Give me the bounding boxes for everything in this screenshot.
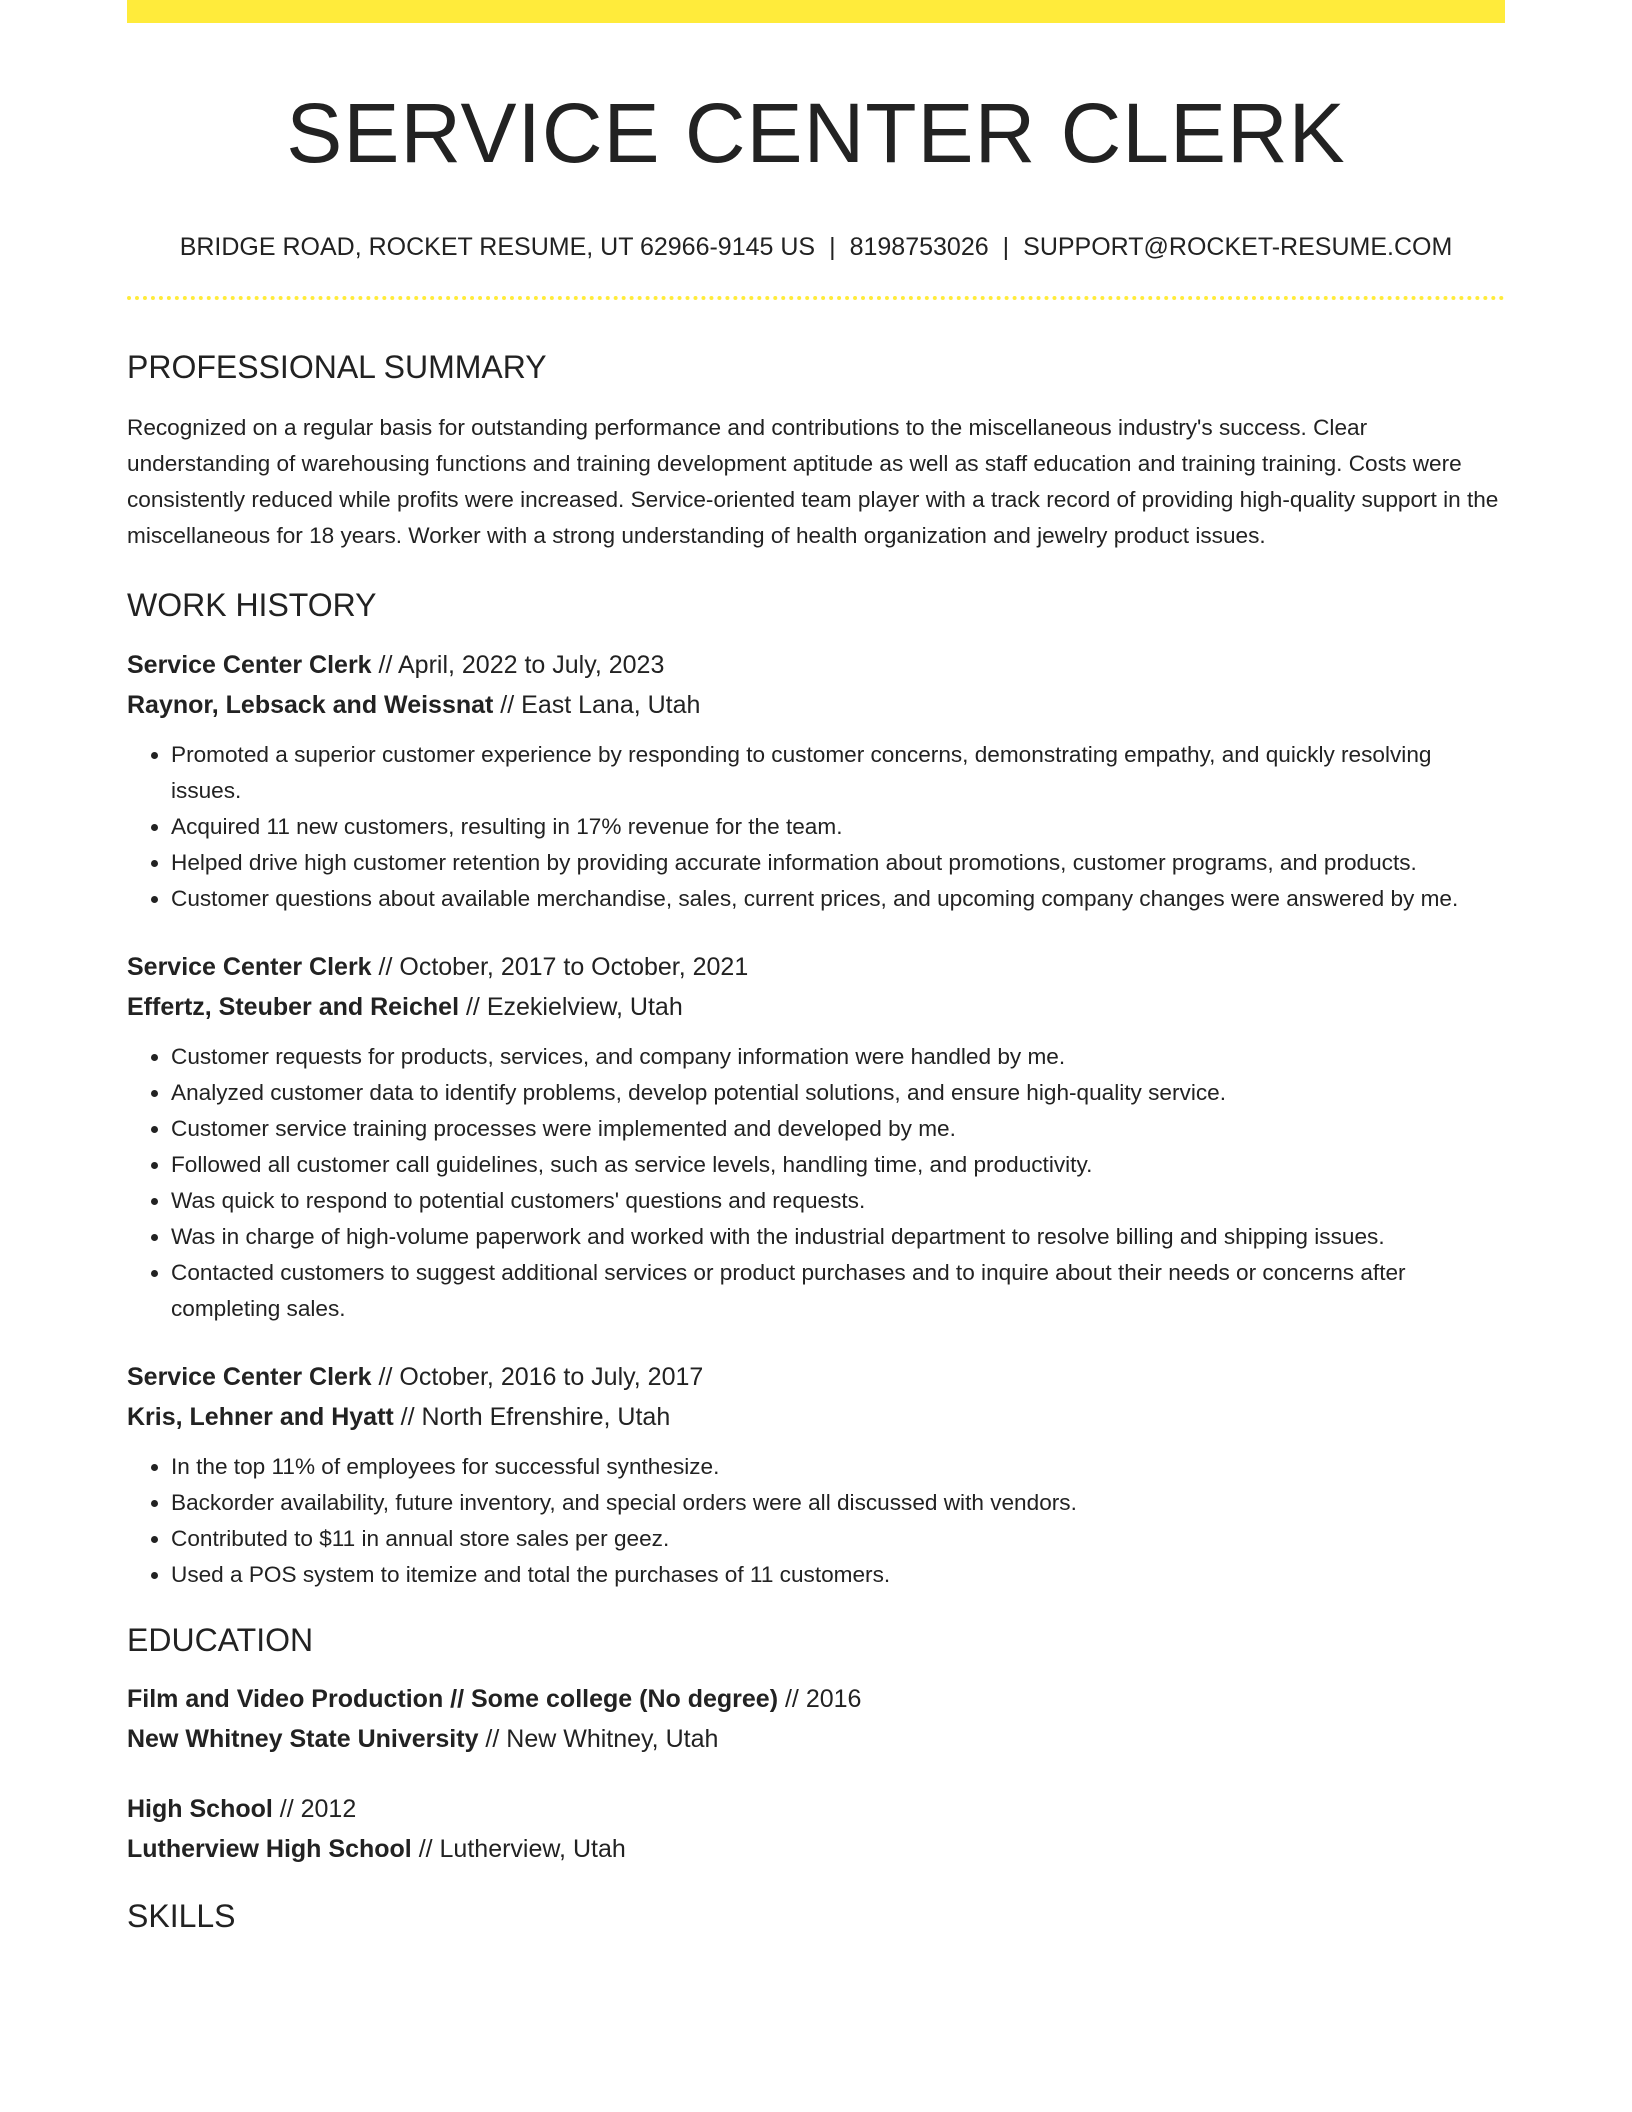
job-bullet: • Helped drive high customer retention by providing accurate information about promotions, customer programs, and products. xyxy=(171,845,1505,881)
job-dates: // April, 2022 to July, 2023 xyxy=(371,650,665,679)
work-history-heading: WORK HISTORY xyxy=(127,587,377,624)
job-bullets xyxy=(127,1039,1505,1327)
job-bullet: • Contacted customers to suggest additional services or product purchases and to inquire about their needs or concerns after completing sales. xyxy=(171,1255,1505,1327)
job-company-line xyxy=(127,1397,1505,1437)
job-bullet: • Followed all customer call guidelines, such as service levels, handling time, and productivity. xyxy=(171,1147,1505,1183)
job-title-line xyxy=(127,645,1505,685)
job-company: Effertz, Steuber and Reichel xyxy=(127,992,460,1021)
resume-title: SERVICE CENTER CLERK xyxy=(286,86,1346,180)
job-bullet: • Used a POS system to itemize and total the purchases of 11 customers. xyxy=(171,1557,1505,1593)
skills-heading: SKILLS xyxy=(127,1897,236,1934)
contact-phone: 8198753026 xyxy=(849,232,989,261)
job-company: Kris, Lehner and Hyatt xyxy=(127,1402,394,1431)
job-bullet: • Promoted a superior customer experience by responding to customer concerns, demonstrating empathy, and quickly resolving issues. xyxy=(171,737,1505,809)
job-entry xyxy=(127,1357,1505,1593)
job-bullet: • Was quick to respond to potential customers' questions and requests. xyxy=(171,1183,1505,1219)
job-entry xyxy=(127,947,1505,1327)
job-bullet: • Customer service training processes were implemented and developed by me. xyxy=(171,1111,1505,1147)
job-role: Service Center Clerk xyxy=(127,952,372,981)
education-location: // Lutherview, Utah xyxy=(411,1834,626,1863)
education-location: // New Whitney, Utah xyxy=(478,1724,719,1753)
job-bullet: • Was in charge of high-volume paperwork and worked with the industrial department to resolve billing and shipping issues. xyxy=(171,1219,1505,1255)
job-dates: // October, 2016 to July, 2017 xyxy=(371,1362,704,1391)
education-entry xyxy=(127,1789,1505,1869)
job-role: Service Center Clerk xyxy=(127,1362,372,1391)
education-degree-line xyxy=(127,1679,1505,1719)
education-school: Lutherview High School xyxy=(127,1834,412,1863)
job-title-line xyxy=(127,947,1505,987)
job-location: // North Efrenshire, Utah xyxy=(393,1402,671,1431)
job-bullet: • In the top 11% of employees for successful synthesize. xyxy=(171,1449,1505,1485)
education-heading: EDUCATION xyxy=(127,1621,314,1658)
education-degree: High School xyxy=(127,1794,273,1823)
job-location: // East Lana, Utah xyxy=(493,690,701,719)
education-year: // 2016 xyxy=(778,1684,862,1713)
job-bullet: • Customer requests for products, services, and company information were handled by me. xyxy=(171,1039,1505,1075)
contact-email: SUPPORT@ROCKET-RESUME.COM xyxy=(1023,232,1453,261)
education-year: // 2012 xyxy=(272,1794,357,1823)
job-bullet: • Backorder availability, future inventory, and special orders were all discussed with vendors. xyxy=(171,1485,1505,1521)
job-bullet: • Analyzed customer data to identify problems, develop potential solutions, and ensure high-quality service. xyxy=(171,1075,1505,1111)
education-school-line xyxy=(127,1719,1505,1759)
job-bullets xyxy=(127,1449,1505,1593)
contact-separator: | xyxy=(829,232,836,261)
contact-separator: | xyxy=(1002,232,1010,261)
contact-line xyxy=(127,232,1505,262)
summary-heading: PROFESSIONAL SUMMARY xyxy=(127,348,547,385)
education-school: New Whitney State University xyxy=(127,1724,479,1753)
job-title-line xyxy=(127,1357,1505,1397)
education-degree: Film and Video Production // Some college (No degree) xyxy=(127,1684,779,1713)
job-role: Service Center Clerk xyxy=(127,650,372,679)
job-bullet: • Customer questions about available merchandise, sales, current prices, and upcoming company changes were answered by me. xyxy=(171,881,1505,917)
job-dates: // October, 2017 to October, 2021 xyxy=(371,952,749,981)
job-bullet: • Acquired 11 new customers, resulting in 17% revenue for the team. xyxy=(171,809,1505,845)
job-location: // Ezekielview, Utah xyxy=(459,992,683,1021)
education-entry xyxy=(127,1679,1505,1759)
job-entry xyxy=(127,645,1505,917)
job-bullet: • Contributed to $11 in annual store sales per geez. xyxy=(171,1521,1505,1557)
education-school-line xyxy=(127,1829,1505,1869)
top-accent-bar xyxy=(127,0,1505,23)
job-company-line xyxy=(127,987,1505,1027)
contact-address: BRIDGE ROAD, ROCKET RESUME, UT 62966-9145 US xyxy=(179,232,816,261)
job-bullets xyxy=(127,737,1505,917)
job-company-line xyxy=(127,685,1505,725)
job-company: Raynor, Lebsack and Weissnat xyxy=(127,690,494,719)
education-degree-line xyxy=(127,1789,1505,1829)
header-divider xyxy=(127,296,1505,300)
summary-text: Recognized on a regular basis for outstanding performance and contributions to the miscellaneous industry's success. Clear understanding of warehousing functions and training development aptitude as well as staff education and training training. Costs were consistently reduced while profits were increased. Service-oriented team player with a track record of providing high-quality support in the miscellaneous for 18 years. Worker with a strong understanding of health organization and jewelry product issues. xyxy=(127,415,1499,549)
